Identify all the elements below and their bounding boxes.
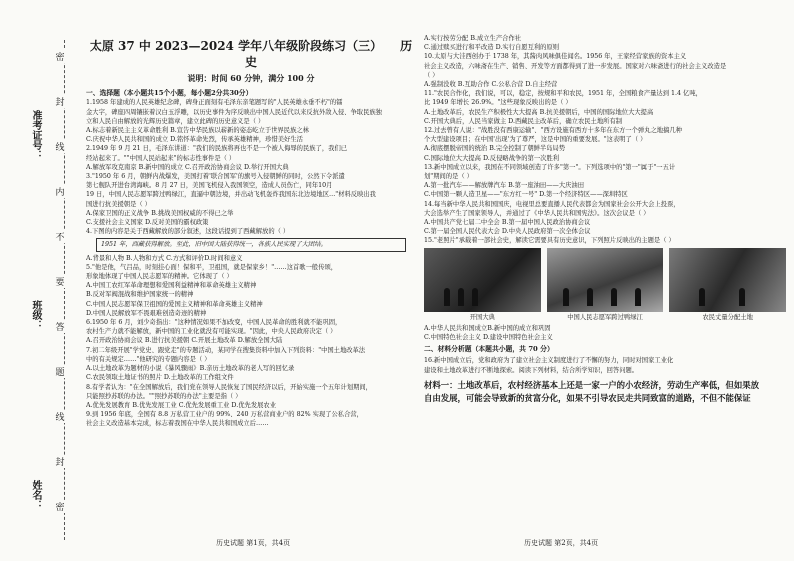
seal-char: 封 xyxy=(53,95,67,108)
option-line: A.中华人民共和国成立B.新中国的成立和巩固 xyxy=(424,324,551,332)
exam-title xyxy=(86,38,416,70)
question-line: 划"期间的是（ ） xyxy=(424,173,473,181)
binding-margin xyxy=(6,40,84,540)
title-text: 太原 37 中 2023—2024 学年八年级阶段练习（三） xyxy=(89,39,383,53)
question-line: 15."老照片"承载着一部社会史，解读它需要具有历史意识，下列照片反映出的主题是（ ） xyxy=(424,237,675,245)
id-number-label: 准考证号： xyxy=(30,110,41,160)
question-list-1 xyxy=(86,89,416,236)
question-line: 4.下图的内容是关于西藏解放的部分叙述，这段话提到了西藏解放的（ ） xyxy=(86,228,290,236)
caption-1: 开国大典 xyxy=(469,313,495,321)
question-line: 比 1949 年增长 26.9%。"这些现象反映出的是（ ） xyxy=(424,99,572,107)
material-line: 自由发展，可能会导致新的贫富分化，如果不引导农民走共同致富的道路，不但不能保证 xyxy=(424,392,751,403)
question-line: 14.每当新中华人民共和国国庆，电视里总要直播人民代表都会为国家社会公开大会上投票， xyxy=(424,200,680,208)
question-line: 社会主义改造，六味斋在生产、销售、开发等方面都得到了进一步发展。国家对六味斋进行的社会主义改造是 xyxy=(424,62,727,70)
seal-char: 要 xyxy=(53,275,67,288)
page-2-column xyxy=(424,34,786,548)
photo-yalu-crossing xyxy=(547,248,664,312)
figure-shape xyxy=(472,288,478,306)
class-label: 班级： xyxy=(30,300,41,330)
question-line: C.中国第一颗人造卫星——"东方红一号" D.第一个经济特区——深圳特区 xyxy=(424,191,628,199)
seal-char: 线 xyxy=(53,140,67,153)
question-line: 社会主义改造基本完成，标志着我国在中华人民共和国成立后…… xyxy=(86,420,269,428)
question-line: 6.1950 年 6 月，刘少奇指出："这种情况如果不加改变，中国人民革命的胜利就不能巩固， xyxy=(86,319,342,327)
figure-shape xyxy=(611,288,617,306)
question-line: 11."农民合作化，我们说，可以，稳定，按规和平和农民，1951 年，全国粮食产量达到 1.4 亿吨， xyxy=(424,90,702,98)
question-line: 1.1958 年建成的人民英雄纪念碑，碑身正面刻有毛泽东亲笔题写的"人民英雄永垂不朽"的镭 xyxy=(86,99,343,107)
question-line: B.反对军阀混战和维护国家统一的精神 xyxy=(86,291,194,299)
caption-3: 农民丈量分配土地 xyxy=(702,313,753,321)
question-line: 5."他是他，气吕品，时刻挂心面！保和平，卫祖国，就是保家乡！"……这首歌一般传颂， xyxy=(86,263,338,271)
figure-shape xyxy=(563,288,569,306)
question-line: A.保家卫国的正义战争 B.挑战美国权威的不得已之举 xyxy=(86,209,234,217)
seal-char: 密 xyxy=(53,500,67,513)
subject-text: 历史 xyxy=(244,39,413,69)
question-line: C.通过赎买进行和平改造 D.实行自愿互利的原则 xyxy=(424,44,560,52)
seal-char: 密 xyxy=(53,50,67,63)
question-line: 10.太原与大洼西创办于 1738 年，其酱肉风味俱佳闻名。1956 年，王家经营家族的资本主义 xyxy=(424,53,687,61)
photo-captions xyxy=(424,313,786,322)
question-line: C.支援社会主义国家 D.反对美国的霸权政策 xyxy=(86,219,209,227)
question-line: A.召开政治协商会议 B.进行抗美援朝 C.开展土地改革 D.解放全国大陆 xyxy=(86,337,283,345)
question-line: 只能照抄苏联的办法。""照抄苏联的办法"主要是指（ ） xyxy=(86,392,242,400)
question-line: A.优先发展教育 B.优先发展工业 C.优先发展重工业 D.优先发展农业 xyxy=(86,401,277,409)
question-line: 立和人民自由解放的光辉历史篇章，建立此碑的历史意义是（ ） xyxy=(86,117,265,125)
seal-char: 线 xyxy=(53,410,67,423)
question-line: A.中国工农红军革命理想和爱国利益精神和革命英雄主义精神 xyxy=(86,282,257,290)
figure-shape xyxy=(587,288,593,306)
question-line: A.实行按劳分配 B.成立生产合作社 xyxy=(424,35,522,42)
page-footer-1: 历史试题 第1页，共4页 xyxy=(216,538,291,547)
question-line: A.强制没收 B.互助合作 C.公私合营 D.自主经营 xyxy=(424,81,558,89)
question-line: A.中国共产党七届二中全会 B.第一届中国人民政治协商会议 xyxy=(424,219,591,227)
question-line: C.第一届全国人民代表大会 D.中央人民政府第一次全体会议 xyxy=(424,228,591,236)
photo-founding-ceremony xyxy=(424,248,541,312)
question-line: 形象地体现了中国人民志愿军的精神。它体现了（ ） xyxy=(86,273,233,281)
q16-line: 16.新中国成立后，党和政府为了建立社会主义制度进行了不懈的努力，同时对国家工业化 xyxy=(424,357,674,365)
question-line: A.第一批汽车——解放牌汽车 B.第一座油田——大庆油田 xyxy=(424,182,585,190)
figure-shape xyxy=(739,288,745,306)
question-line: 9.到 1956 年底，全国有 8.8 万私营工业户的 99%、240 万私营商业户的 82% 实现了公私合营， xyxy=(86,411,363,419)
question-line: C.开国大典后，人民当家做主 D.西藏民主改革后，确立农民土地所有制 xyxy=(424,117,623,125)
exam-instructions: 说明：时间 60 分钟，满分 100 分 xyxy=(187,73,315,83)
question-line: 经站起来了。""中国人民站起来"的标志性事件是（ ） xyxy=(86,154,236,162)
question-line: 国进行抗美援朝是（ ） xyxy=(86,200,151,208)
seal-char: 内 xyxy=(53,185,67,198)
seal-char: 不 xyxy=(53,230,67,243)
question-15-options xyxy=(424,324,786,342)
seal-char: 题 xyxy=(53,365,67,378)
question-line: C.农民领取土地证书的照片 D.土地改革的工作组文件 xyxy=(86,374,234,382)
question-line: （ ） xyxy=(424,71,439,79)
page-1-column xyxy=(86,38,416,548)
question-line: 2.1949 年 9 月 21 日，毛泽东讲道："我们的民族将再也不是一个被人侮辱的民族了，我们已 xyxy=(86,145,348,153)
question-line: 农村生产力就不能解放，新中国的工业化就没有可能实现。"因此，中央人民政府决定（ ） xyxy=(86,328,337,336)
photo-land-measuring xyxy=(669,248,786,312)
question-line: 19 日，中国人民志愿军跨过鸭绿江，直逼中朝边境，并出动飞机轰炸我国东北边境地区…"材料反映出我 xyxy=(86,191,376,199)
question-line: 8.有学者认为："在全国解放后，我们党在领导人民恢复了国民经济以后，开始实施一个五年计划期间， xyxy=(86,383,372,391)
question-line: C.国际地位大大提高 D.反侵略战争的第一次胜利 xyxy=(424,154,560,162)
seal-char: 封 xyxy=(53,455,67,468)
question-line: D.中国人民解放军不畏艰难创造奇迹的精神 xyxy=(86,309,207,317)
seal-line xyxy=(55,40,80,540)
question-line: A.以土地改革为题材的小说《暴风骤雨》B.亲历土地改革的老人写的回忆录 xyxy=(86,365,295,373)
question-line: A.彻底摆脱帝国的统治 B.完全控制了朝鲜半岛局势 xyxy=(424,145,566,153)
question-line: 中的有关规定……"他研究的专题内容是（ ） xyxy=(86,355,211,363)
question-line: A.背景和人物 B.人物和方式 C.方式和评价D.时间和意义 xyxy=(86,254,243,262)
figure-shape xyxy=(444,288,450,306)
section-2-heading: 二、材料分析题（本题共小题，共 70 分） xyxy=(424,345,554,354)
seal-char: 答 xyxy=(53,320,67,333)
page-footer-2: 历史试题 第2页，共4页 xyxy=(524,538,599,547)
question-line: A.土地改革后，农民生产积极性大大提高 B.抗美援朝后，中国的国际地位大大提高 xyxy=(424,108,654,116)
figure-shape xyxy=(458,288,464,306)
question-line: A.标志着新民主主义革命胜利 B.宣告中华民族以崭新的姿态屹立于世界民族之林 xyxy=(86,127,309,135)
question-line: 第七舰队开进台湾海峡。8 月 27 日，美国飞机侵入我国领空，造成人员伤亡，同年10月 xyxy=(86,182,333,190)
question-line: C.中国人民志愿军保卫祖国的爱国主义精神和革命英雄主义精神 xyxy=(86,300,263,308)
question-line: 3."1950 年 6 月，朝鲜内战爆发，美国打着'联合国军'的旗号入侵朝鲜的同时，公然下令派遣 xyxy=(86,173,345,181)
material-line: 材料一：土地改革后，农村经济基本上还是一家一户的小农经济，劳动生产率低，但如果放 xyxy=(424,379,759,390)
figure-shape xyxy=(635,288,641,306)
q16-line: 建设和土地改革进行不断地探索。阅读下列材料，结合所学知识，回答问题。 xyxy=(424,366,639,374)
question-line: C.庆祝中华人民共和国的成立 D.铭怀革命先烈，传承英雄精神，珍惜美好生活 xyxy=(86,136,303,144)
tibet-quote-box: 1951 年，西藏获得解放。至此，旧中国大陆获得统一，各族人民实现了大团结。 xyxy=(96,238,406,251)
question-line: 个大型建设项目；在中国'出现'为了尊严，这是中国的重要发展。"这表明了（ ） xyxy=(424,136,647,144)
question-line: 7.初二年级开展"学党史、跟党走"的专题活动，某同学在搜集资料中加入下列资料："中国土地改革法 xyxy=(86,346,366,354)
question-list-2 xyxy=(86,254,416,429)
question-line: 13.新中国成立以来，我国在不同领域创造了许多"第一"。下列选项中的"第一"属于"一五计 xyxy=(424,163,676,171)
figure-shape xyxy=(699,288,705,306)
question-line: 大会选举产生了国家领导人，并通过了《中华人民共和国宪法》。这次会议是（ ） xyxy=(424,209,650,217)
name-label: 姓名： xyxy=(30,480,41,510)
question-list-3 xyxy=(424,34,786,246)
question-line: 金大字，碑座四周镶嵌着汉白玉浮雕，以历史事件为序反映出中国人民近代以来反抗外敌入侵、争取民族独 xyxy=(86,108,382,116)
question-line: A.解放军攻克南京 B.新中国的成立 C.召开政治协商会议 D.举行开国大典 xyxy=(86,163,289,171)
question-line: 一、选择题（本小题共15个小题，每小题2分共30分） xyxy=(86,89,253,98)
caption-2: 中国人民志愿军跨过鸭绿江 xyxy=(567,313,643,321)
historic-photos xyxy=(424,248,786,312)
question-line: 12.过去曾有人说："战胜没有西康运输"、"西方设施有西方十多年在东方一个弹丸之地搞几种 xyxy=(424,127,682,135)
option-line: C.中国特色社会主义 D.建设中国特色社会主义 xyxy=(424,334,553,342)
